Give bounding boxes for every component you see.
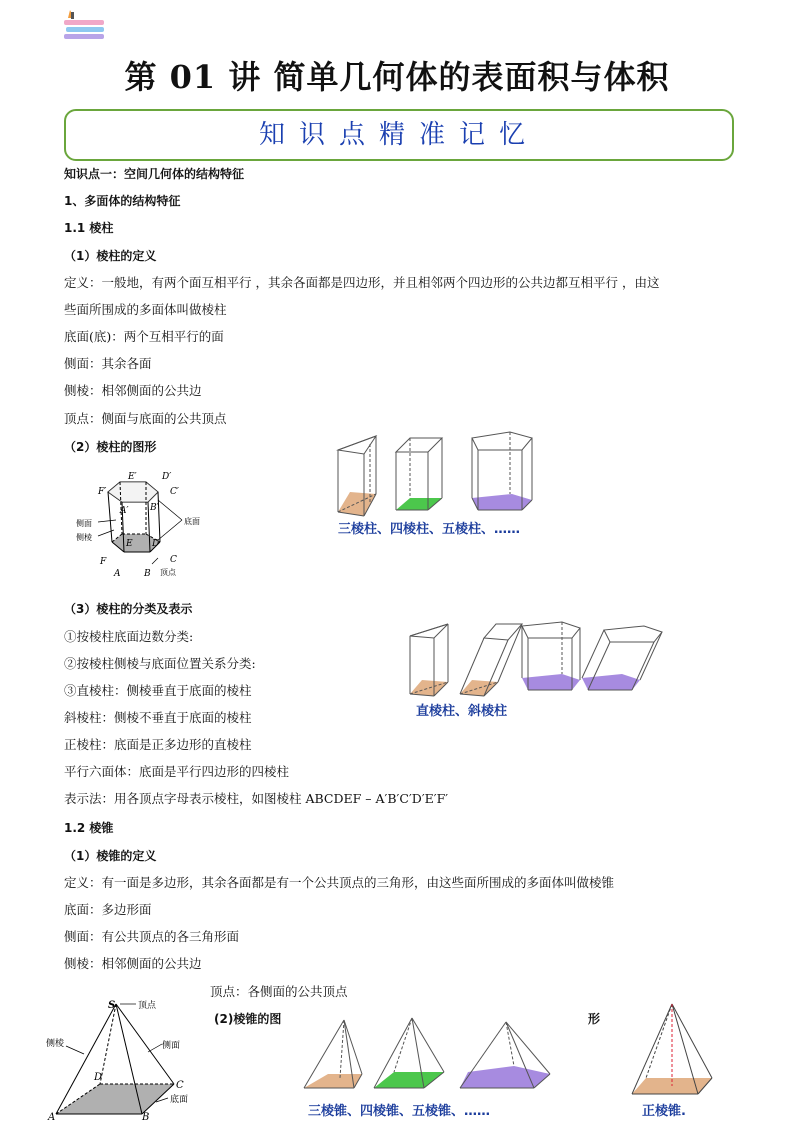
heading-knowledge-point: 知识点一：空间几何体的结构特征 [64, 167, 245, 181]
text-line: 定义：有一面是多边形，其余各面都是有一个公共顶点的三角形，由这些面所围成的多面体叫做棱锥 [64, 875, 615, 890]
label-C: C [176, 1080, 184, 1091]
text-line: 侧棱：相邻侧面的公共边 [64, 956, 202, 971]
label-F1: F′ [98, 487, 107, 497]
label-vertex: 顶点 [160, 568, 176, 577]
page-title: 第 01 讲 简单几何体的表面积与体积 [124, 58, 670, 96]
label-A: A [48, 1112, 56, 1122]
heading-pyramid: 1.2 棱锥 [64, 821, 114, 835]
pyramid-types-figure [300, 1016, 556, 1094]
label-A: A [114, 569, 121, 579]
label-side-edge: 侧棱 [76, 533, 92, 542]
heading-pyramid-figure: (2)棱锥的图 [214, 1012, 282, 1026]
logo-icon [62, 8, 110, 42]
label-D1: D′ [162, 472, 172, 482]
label-base: 底面 [170, 1095, 189, 1105]
label-side-face: 侧面 [76, 519, 92, 528]
right-oblique-prism-figure [404, 618, 668, 700]
text-line: 定义：一般地，有两个面互相平行 ，其余各面都是四边形，并且相邻两个四边形的公共边都互相平行 ，由这 [64, 275, 660, 290]
prism-types-figure [332, 430, 552, 520]
label-C: C [170, 555, 177, 565]
text-line: 底面：多边形面 [64, 902, 152, 917]
label-side-edge: 侧棱 [46, 1039, 65, 1049]
text-line: 侧面：其余各面 [64, 356, 152, 371]
regular-pyramid-caption: 正棱锥. [642, 1104, 686, 1119]
label-B: B [144, 569, 151, 579]
label-C1: C′ [170, 487, 179, 497]
label-vertex: 顶点 [138, 1001, 157, 1011]
labeled-pyramid-figure [44, 996, 214, 1122]
label-A1: A′ [120, 506, 129, 516]
text-line: 些面所围成的多面体叫做棱柱 [64, 302, 227, 317]
regular-pyramid-figure [628, 1000, 718, 1100]
pyramid-types-caption: 三棱锥、四棱锥、五棱锥、…… [308, 1104, 491, 1119]
label-D: D [152, 539, 160, 549]
section-banner: 知识点精准记忆 [64, 109, 734, 161]
text-line: 顶点：各侧面的公共顶点 [210, 984, 348, 999]
text-line: 顶点：侧面与底面的公共顶点 [64, 411, 227, 426]
right-oblique-caption: 直棱柱、斜棱柱 [416, 704, 508, 719]
text-line: 表示法：用各顶点字母表示棱柱，如图棱柱 ABCDEF – A′B′C′D′E′F′ [64, 791, 449, 806]
label-base: 底面 [184, 517, 200, 526]
label-E: E [126, 539, 133, 549]
label-side-face: 侧面 [162, 1041, 181, 1051]
text-line: 斜棱柱：侧棱不垂直于底面的棱柱 [64, 710, 252, 725]
label-F: F [100, 557, 107, 567]
text-line: 底面(底)：两个互相平行的面 [64, 329, 224, 344]
label-E1: E′ [128, 472, 137, 482]
text-line: 侧面：有公共顶点的各三角形面 [64, 929, 240, 944]
heading-polyhedron: 1、多面体的结构特征 [64, 194, 181, 208]
prism-types-caption: 三棱柱、四棱柱、五棱柱、…… [338, 522, 521, 537]
labeled-prism-figure [70, 470, 230, 580]
text-line: 正棱柱：底面是正多边形的直棱柱 [64, 737, 252, 752]
text-line: ①按棱柱底面边数分类: [64, 629, 194, 644]
text-line: ③直棱柱：侧棱垂直于底面的棱柱 [64, 683, 252, 698]
heading-pyramid-definition: （1）棱锥的定义 [64, 849, 157, 863]
text-line: 侧棱：相邻侧面的公共边 [64, 383, 202, 398]
heading-prism-definition: （1）棱柱的定义 [64, 249, 157, 263]
heading-prism: 1.1 棱柱 [64, 221, 114, 235]
label-S: S [108, 1000, 116, 1011]
heading-pyramid-figure-tail: 形 [588, 1012, 601, 1026]
text-line: 平行六面体：底面是平行四边形的四棱柱 [64, 764, 290, 779]
text-line: ②按棱柱侧棱与底面位置关系分类: [64, 656, 256, 671]
label-D: D [94, 1072, 103, 1083]
heading-prism-figure: （2）棱柱的图形 [64, 440, 157, 454]
heading-prism-classification: （3）棱柱的分类及表示 [64, 602, 193, 616]
label-B: B [142, 1112, 150, 1122]
label-B1: B′ [150, 503, 159, 513]
